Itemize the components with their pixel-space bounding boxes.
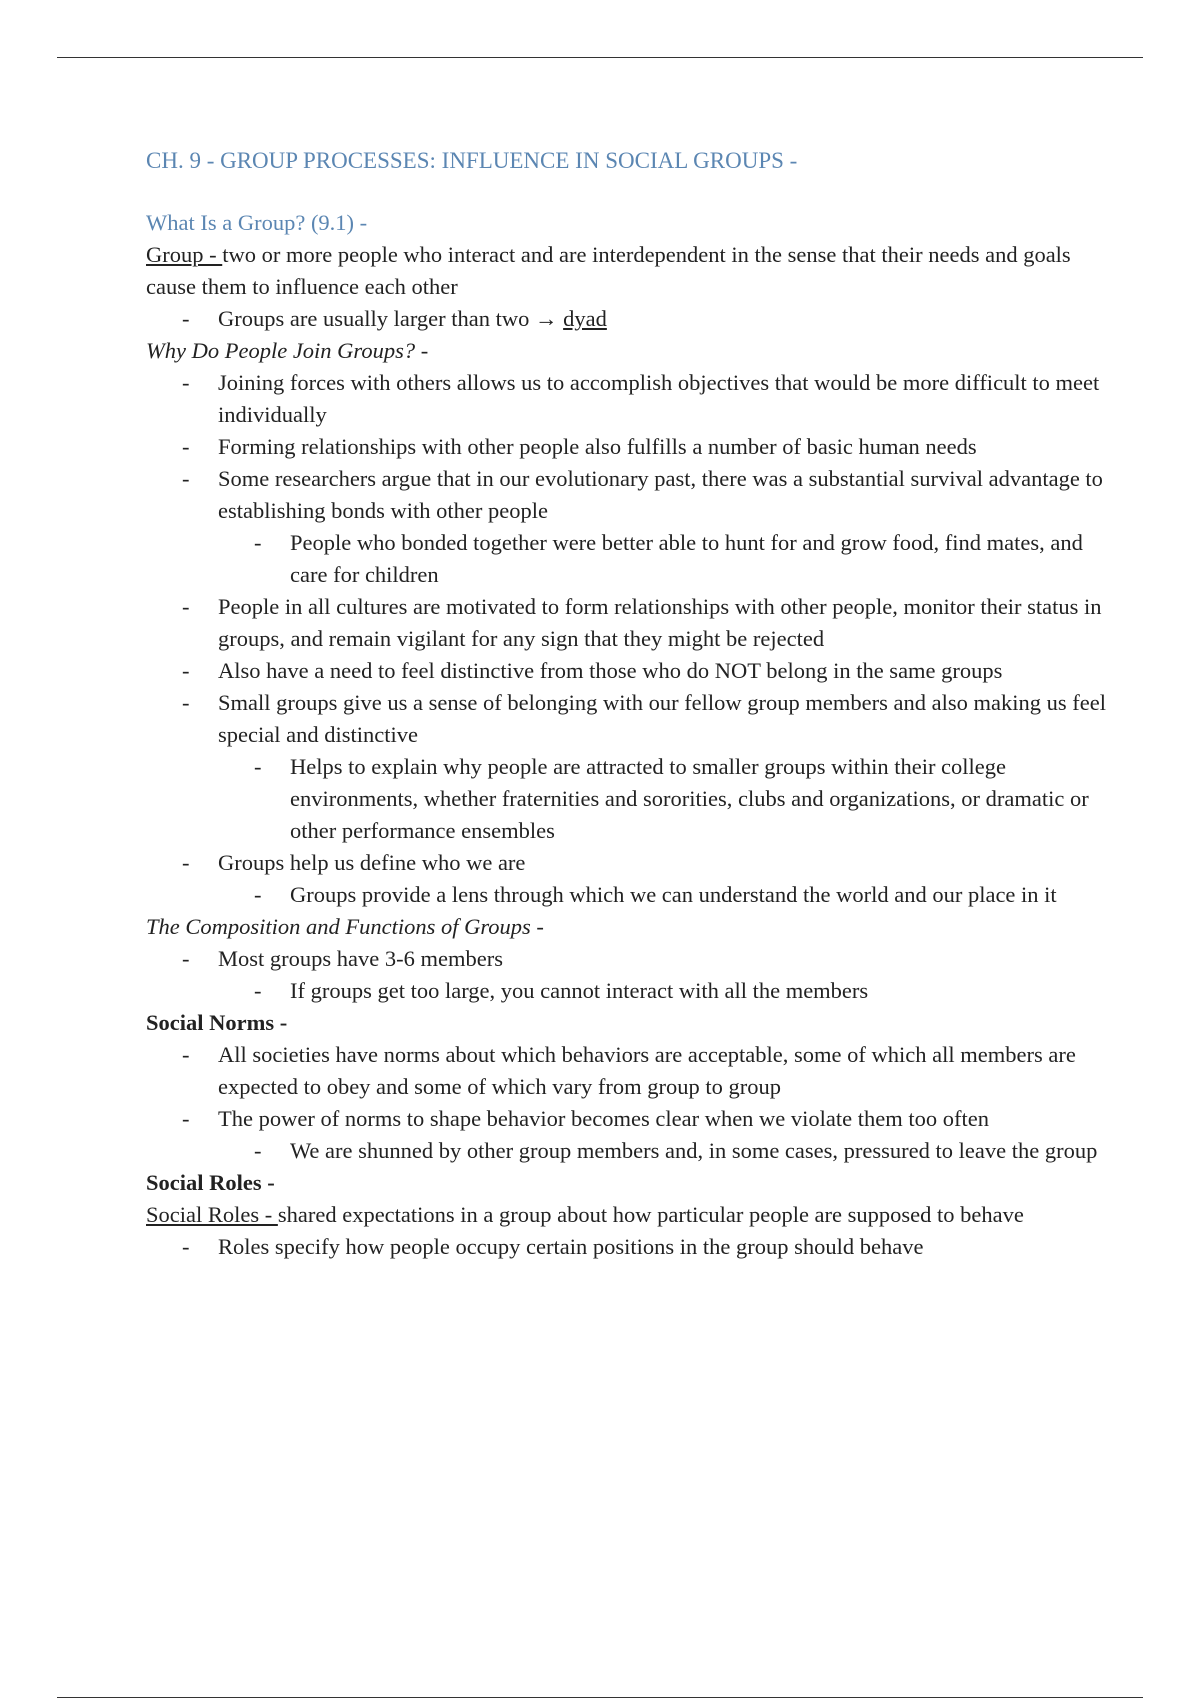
list-item: - Some researchers argue that in our evolutionary past, there was a substantial survival advantage to establishing bonds with other people: [146, 463, 1106, 527]
list-item: - Groups help us define who we are: [146, 847, 1106, 879]
why-join-sublist-3: [146, 879, 1106, 911]
social-roles-definition: [146, 1199, 1106, 1231]
list-item: - We are shunned by other group members and, in some cases, pressured to leave the group: [146, 1135, 1106, 1167]
why-join-sublist-1: [146, 527, 1106, 591]
social-norms-heading: Social Norms -: [146, 1010, 288, 1035]
document-page: [146, 145, 1106, 1263]
social-roles-definition-text: shared expectations in a group about how particular people are supposed to behave: [277, 1202, 1024, 1227]
list-item-text: Groups are usually larger than two →: [218, 306, 564, 331]
list-item: - The power of norms to shape behavior becomes clear when we violate them too often: [146, 1103, 1106, 1135]
social-roles-term: Social Roles -: [146, 1202, 278, 1227]
list-item: - All societies have norms about which behaviors are acceptable, some of which all members are expected to obey and some of which vary from group to group: [146, 1039, 1106, 1103]
why-join-list-end: [146, 847, 1106, 879]
list-item: - People who bonded together were better able to hunt for and grow food, find mates, and care for children: [146, 527, 1106, 591]
list-item: - Roles specify how people occupy certain positions in the group should behave: [146, 1231, 1106, 1263]
group-term: Group -: [146, 242, 223, 267]
norms-sublist: [146, 1135, 1106, 1167]
group-bullets: [146, 303, 1106, 335]
roles-list: [146, 1231, 1106, 1263]
list-item: - Most groups have 3-6 members: [146, 943, 1106, 975]
list-item: - Joining forces with others allows us to accomplish objectives that would be more difficult to meet individually: [146, 367, 1106, 431]
why-join-sublist-2: [146, 751, 1106, 847]
why-join-list: [146, 367, 1106, 527]
chapter-title: CH. 9 - GROUP PROCESSES: INFLUENCE IN SOCIAL GROUPS -: [146, 148, 798, 173]
list-item: - If groups get too large, you cannot interact with all the members: [146, 975, 1106, 1007]
list-item: - Also have a need to feel distinctive from those who do NOT belong in the same groups: [146, 655, 1106, 687]
list-item: - Small groups give us a sense of belonging with our fellow group members and also making us feel special and distinctive: [146, 687, 1106, 751]
group-definition: [146, 239, 1106, 303]
dyad-term: dyad: [563, 306, 607, 331]
list-item: - Groups provide a lens through which we can understand the world and our place in it: [146, 879, 1106, 911]
list-item: - Forming relationships with other people also fulfills a number of basic human needs: [146, 431, 1106, 463]
bottom-rule: [57, 1697, 1143, 1698]
composition-sublist: [146, 975, 1106, 1007]
social-roles-heading: Social Roles -: [146, 1170, 275, 1195]
list-item: - People in all cultures are motivated to form relationships with other people, monitor their status in groups, and remain vigilant for any sign that they might be rejected: [146, 591, 1106, 655]
why-join-heading: Why Do People Join Groups? -: [146, 338, 429, 363]
section-heading-what-is-group: What Is a Group? (9.1) -: [146, 210, 368, 235]
why-join-list-continued: [146, 591, 1106, 751]
list-item: - Helps to explain why people are attracted to smaller groups within their college environments, whether fraternities and sororities, clubs and organizations, or dramatic or other performance ensembles: [146, 751, 1106, 847]
composition-list: [146, 943, 1106, 975]
group-definition-text: two or more people who interact and are interdependent in the sense that their needs and goals cause them to influence each other: [146, 242, 1071, 299]
top-rule: [57, 57, 1143, 58]
list-item: [146, 303, 1106, 335]
norms-list: [146, 1039, 1106, 1135]
composition-heading: The Composition and Functions of Groups -: [146, 914, 544, 939]
